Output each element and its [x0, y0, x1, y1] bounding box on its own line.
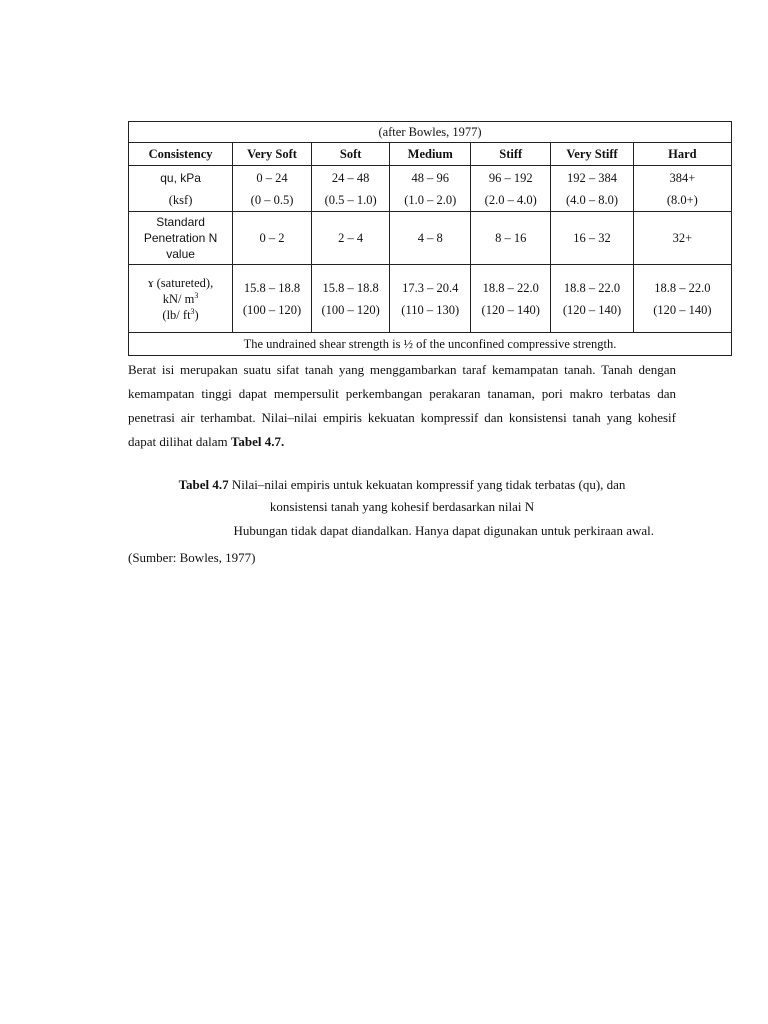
cell-value: (120 – 140) — [653, 302, 712, 317]
header-soft: Soft — [311, 143, 390, 166]
cell-value: (0.5 – 1.0) — [324, 192, 377, 207]
table-row-spt — [129, 212, 732, 265]
cell-value: (110 – 130) — [401, 302, 460, 317]
table-note: The undrained shear strength is ½ of the unconfined compressive strength. — [129, 333, 732, 356]
table-title-line-2: konsistensi tanah yang kohesif berdasarkan nilai N — [269, 499, 535, 514]
cell-value: 15.8 – 18.8 — [243, 280, 301, 295]
header-stiff: Stiff — [471, 143, 551, 166]
table-cell: 16 – 32 — [551, 212, 633, 265]
table-cell — [633, 265, 731, 333]
cell-value: (8.0+) — [666, 192, 698, 207]
cell-value: 17.3 – 20.4 — [402, 280, 459, 295]
cell-value: (120 – 140) — [481, 302, 540, 317]
row-label-unit-weight — [129, 265, 233, 333]
cell-value: 0 – 24 — [256, 170, 288, 185]
spt-label-line: Penetration N — [143, 231, 218, 245]
spt-label-line: value — [166, 247, 195, 261]
table-cell — [471, 265, 551, 333]
cell-value: (2.0 – 4.0) — [484, 192, 537, 207]
table-row-unit-weight — [129, 265, 732, 333]
superscript: 3 — [190, 306, 195, 316]
table-cell — [311, 166, 390, 212]
cell-value: (0 – 0.5) — [250, 192, 294, 207]
label-text: ) — [194, 307, 199, 322]
cell-value: (4.0 – 8.0) — [566, 192, 619, 207]
header-consistency: Consistency — [129, 143, 233, 166]
cell-value: (1.0 – 2.0) — [404, 192, 457, 207]
table-cell: 8 – 16 — [471, 212, 551, 265]
table-cell — [390, 265, 471, 333]
table-title-line-1 — [128, 475, 676, 495]
cell-value: 192 – 384 — [567, 170, 618, 185]
table-caption: (after Bowles, 1977) — [129, 122, 732, 143]
header-medium: Medium — [390, 143, 471, 166]
unit-weight-label-kn — [131, 291, 230, 307]
table-cell: 2 – 4 — [311, 212, 390, 265]
table-cell — [471, 166, 551, 212]
table-header-row — [129, 143, 732, 166]
unit-weight-label-lb — [131, 307, 230, 323]
cell-value: (100 – 120) — [242, 302, 302, 317]
consistency-table — [128, 121, 732, 356]
header-hard: Hard — [633, 143, 731, 166]
cell-value: (100 – 120) — [321, 302, 380, 317]
qu-label-ksf: (ksf) — [168, 192, 193, 207]
cell-value: 15.8 – 18.8 — [322, 280, 379, 295]
table-note-row — [129, 333, 732, 356]
label-text: (lb/ ft — [162, 307, 191, 322]
table-cell: 4 – 8 — [390, 212, 471, 265]
cell-value: 18.8 – 22.0 — [563, 280, 621, 295]
header-very-soft: Very Soft — [233, 143, 312, 166]
table-cell — [551, 166, 633, 212]
source-citation: (Sumber: Bowles, 1977) — [128, 550, 256, 565]
paragraph-text: Berat isi merupakan suatu sifat tanah yang menggambarkan taraf kemampatan tanah. Tanah dengan kemampatan tinggi dapat mempersulit perkembangan perakaran tanaman, pori makro terbatas dan penetrasi air terhambat. Nilai–nilai empiris kekuatan kompressif dan konsistensi tanah yang kohesif dapat dilihat dalam — [128, 362, 676, 449]
table-cell: 32+ — [633, 212, 731, 265]
table-reference: Tabel 4.7. — [230, 434, 285, 449]
caption-text: Nilai–nilai empiris untuk kekuatan kompressif yang tidak terbatas (qu), dan — [228, 477, 626, 492]
body-paragraph — [128, 358, 676, 454]
cell-value: 48 – 96 — [411, 170, 449, 185]
table-row-qu — [129, 166, 732, 212]
row-label-qu — [129, 166, 233, 212]
cell-value: 384+ — [669, 170, 696, 185]
spt-label-line: Standard — [156, 215, 205, 229]
table-cell — [390, 166, 471, 212]
table-cell — [233, 265, 312, 333]
header-very-stiff: Very Stiff — [551, 143, 633, 166]
table-cell — [311, 265, 390, 333]
table-cell — [633, 166, 731, 212]
cell-value: 24 – 48 — [331, 170, 370, 185]
table-cell — [551, 265, 633, 333]
cell-value: 18.8 – 22.0 — [482, 280, 539, 295]
table-cell — [233, 166, 312, 212]
table-label: Tabel 4.7 — [178, 477, 229, 492]
label-text: kN/ m — [162, 291, 195, 306]
qu-label-kpa: qu, kPa — [160, 170, 201, 185]
cell-value: 96 – 192 — [488, 170, 533, 185]
cell-value: (120 – 140) — [562, 302, 622, 317]
table-cell: 0 – 2 — [233, 212, 312, 265]
table-title-line-3: Hubungan tidak dapat diandalkan. Hanya dapat digunakan untuk perkiraan awal. — [233, 523, 654, 538]
table-caption-row — [129, 122, 732, 143]
row-label-spt — [129, 212, 233, 265]
unit-weight-label-line: ɤ (satureted), — [147, 275, 214, 290]
cell-value: 18.8 – 22.0 — [654, 280, 711, 295]
superscript: 3 — [194, 290, 199, 300]
